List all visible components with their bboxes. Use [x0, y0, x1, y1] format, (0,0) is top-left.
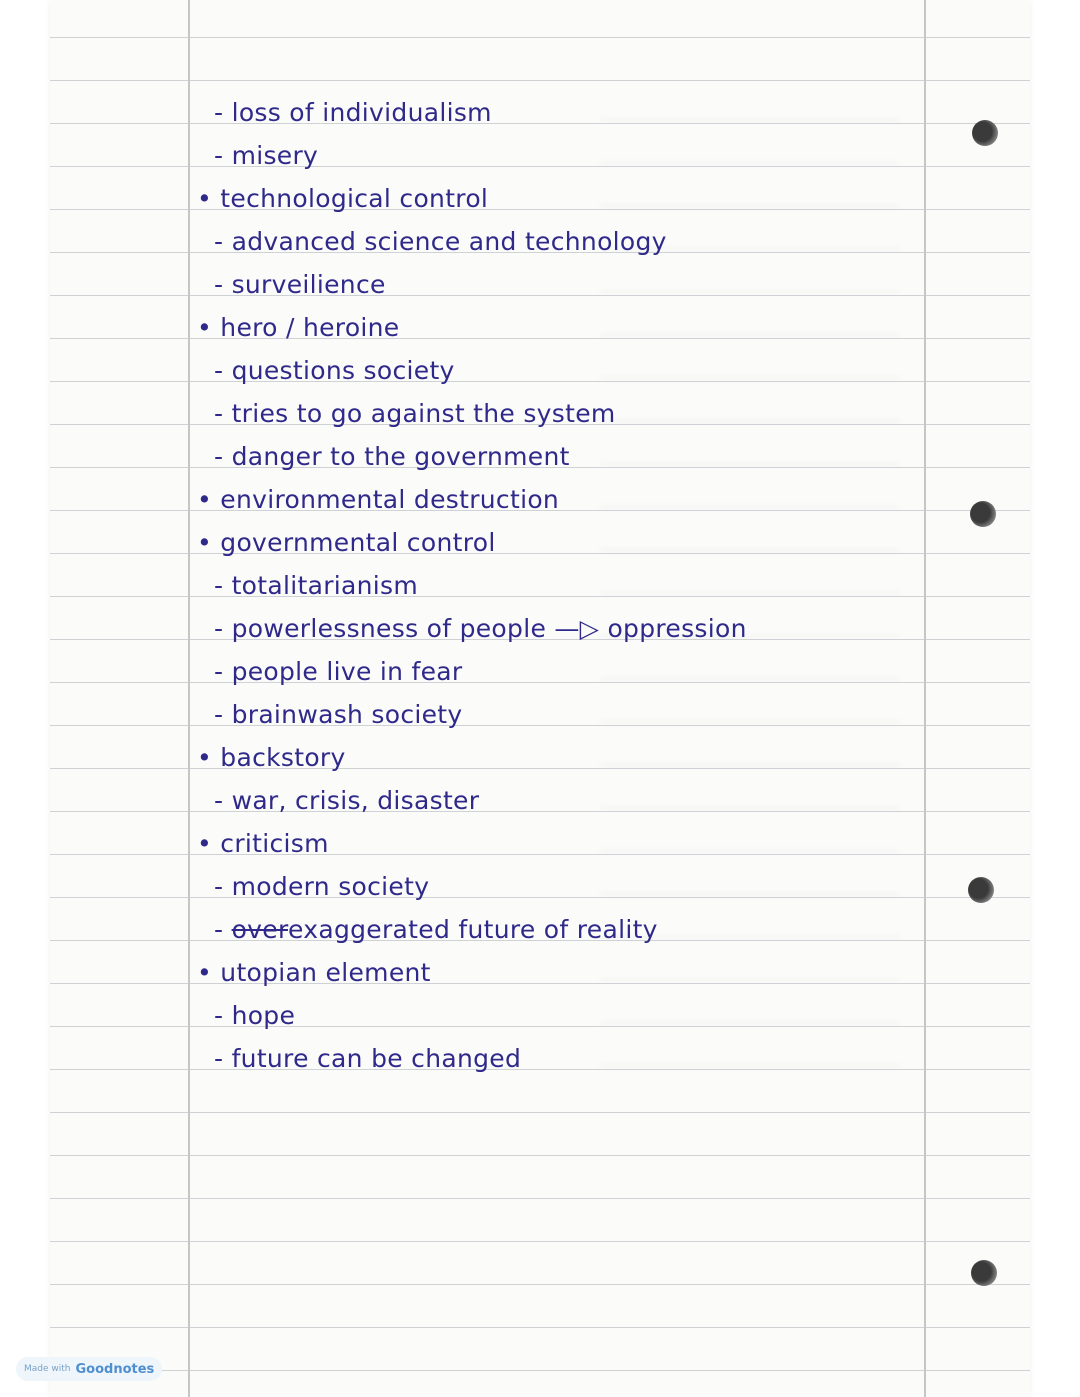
- note-line: • backstory: [197, 743, 346, 772]
- note-line: - hope: [214, 1001, 296, 1030]
- left-margin-line: [188, 0, 190, 1397]
- note-line: • utopian element: [197, 958, 431, 987]
- note-line: - danger to the government: [214, 442, 570, 471]
- note-line: - misery: [214, 141, 319, 170]
- note-line: [214, 915, 658, 945]
- goodnotes-badge: [16, 1357, 162, 1381]
- punch-hole-icon: [972, 120, 998, 146]
- ruled-line: [50, 1370, 1030, 1371]
- note-line: - future can be changed: [214, 1044, 522, 1073]
- punch-hole-icon: [970, 501, 996, 527]
- goodnotes-logo-text: Goodnotes: [75, 1361, 155, 1377]
- ruled-line: [50, 811, 1030, 812]
- note-line: - modern society: [214, 872, 430, 901]
- note-line: - powerlessness of people —▷ oppression: [214, 614, 747, 643]
- note-line: - surveilience: [214, 270, 386, 299]
- note-line: • technological control: [197, 184, 489, 213]
- note-line: - advanced science and technology: [214, 227, 667, 256]
- made-with-label: Made with: [24, 1364, 71, 1374]
- note-line: • criticism: [197, 829, 329, 858]
- ruled-line: [50, 725, 1030, 726]
- note-text: exaggerated future of reality: [287, 915, 658, 944]
- ruled-line: [50, 381, 1030, 382]
- ruled-line: [50, 596, 1030, 597]
- ruled-line: [50, 1198, 1030, 1199]
- note-line: - tries to go against the system: [214, 399, 616, 428]
- note-line: • governmental control: [197, 528, 496, 557]
- dash: -: [214, 915, 232, 944]
- ruled-line: [50, 123, 1030, 124]
- ruled-line: [50, 1112, 1030, 1113]
- note-line: - war, crisis, disaster: [214, 786, 480, 815]
- note-line: - questions society: [214, 356, 455, 385]
- ruled-line: [50, 37, 1030, 38]
- note-line: - totalitarianism: [214, 571, 419, 600]
- ruled-line: [50, 166, 1030, 167]
- ruled-line: [50, 1241, 1030, 1242]
- punch-hole-icon: [971, 1260, 997, 1286]
- ruled-line: [50, 1026, 1030, 1027]
- ruled-line: [50, 897, 1030, 898]
- ruled-line: [50, 80, 1030, 81]
- ruled-line: [50, 1327, 1030, 1328]
- note-line: • environmental destruction: [197, 485, 560, 514]
- punch-hole-icon: [968, 877, 994, 903]
- note-line: • hero / heroine: [197, 313, 400, 342]
- struck-word: over: [231, 915, 288, 944]
- note-line: - people live in fear: [214, 657, 463, 686]
- right-margin-line: [924, 0, 926, 1397]
- ruled-line: [50, 682, 1030, 683]
- ruled-line: [50, 1284, 1030, 1285]
- ruled-line: [50, 1069, 1030, 1070]
- ruled-line: [50, 295, 1030, 296]
- ruled-line: [50, 1155, 1030, 1156]
- note-line: - brainwash society: [214, 700, 463, 729]
- note-line: - loss of individualism: [214, 98, 492, 127]
